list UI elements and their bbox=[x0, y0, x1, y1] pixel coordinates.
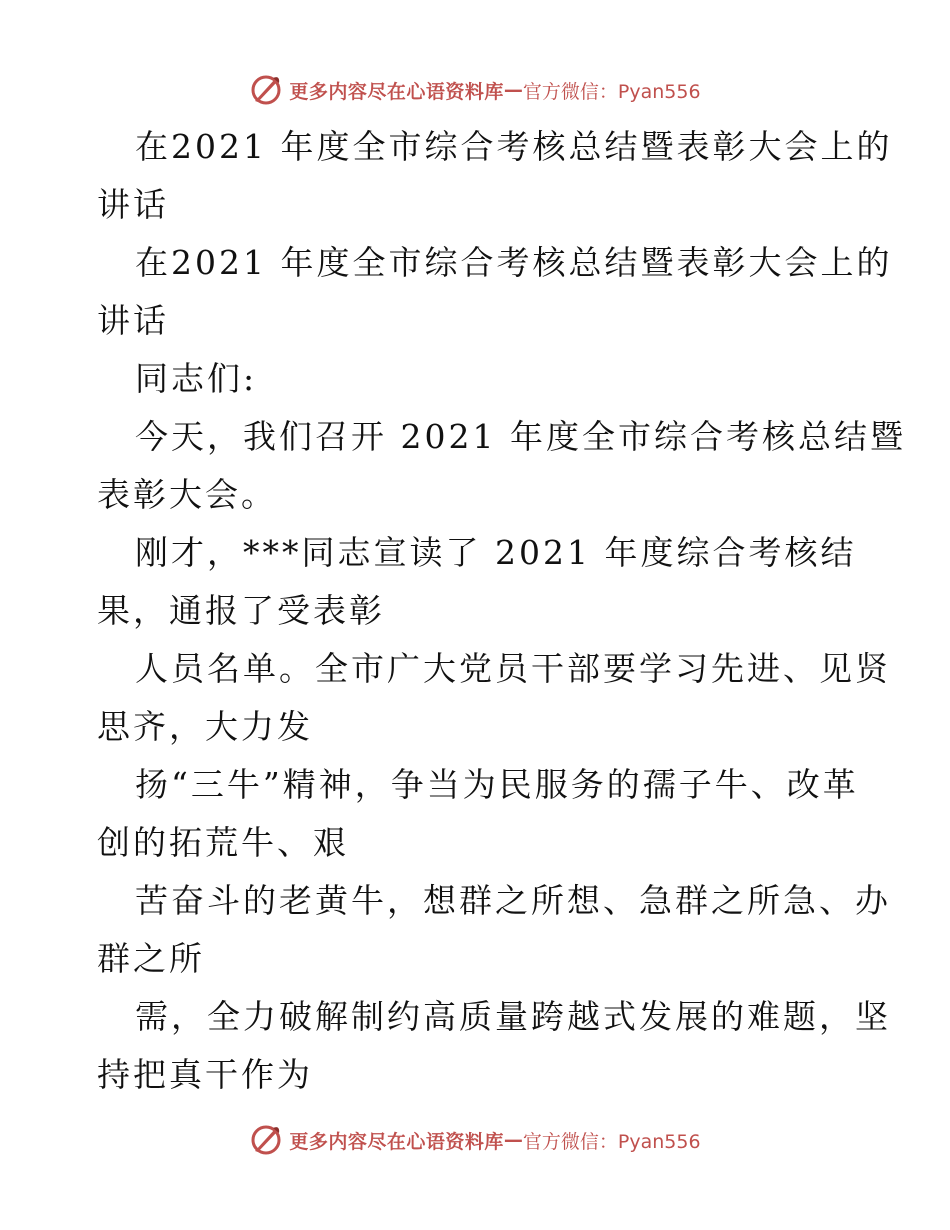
text-line: 扬“三牛”精神，争当为民服务的孺子牛、改革 bbox=[135, 765, 859, 804]
text-line: 今天，我们召开 2021 年度全市综合考核总结暨 bbox=[135, 417, 906, 456]
site-name-text: 更多内容尽在心语资料库 bbox=[289, 1130, 504, 1153]
text-line: 持把真干作为 bbox=[97, 1055, 313, 1094]
wechat-id-text: 官方微信：Pyan556 bbox=[522, 80, 701, 103]
quill-logo-icon bbox=[249, 73, 283, 107]
text-line: 表彰大会。 bbox=[97, 475, 277, 514]
text-line: 讲话 bbox=[97, 301, 169, 340]
text-line: 思齐，大力发 bbox=[97, 707, 313, 746]
text-line: 需，全力破解制约高质量跨越式发展的难题，坚 bbox=[135, 997, 891, 1036]
quill-logo-icon bbox=[249, 1123, 283, 1157]
site-name-text: 更多内容尽在心语资料库 bbox=[289, 80, 504, 103]
header-watermark bbox=[0, 70, 950, 110]
footer-watermark bbox=[0, 1120, 950, 1160]
text-line: 在2021 年度全市综合考核总结暨表彰大会上的 bbox=[135, 243, 893, 282]
text-line: 人员名单。全市广大党员干部要学习先进、见贤 bbox=[135, 649, 891, 688]
text-line: 群之所 bbox=[97, 939, 205, 978]
text-line: 在2021 年度全市综合考核总结暨表彰大会上的 bbox=[135, 127, 893, 166]
separator-dash: — bbox=[503, 1129, 523, 1151]
wechat-id-text: 官方微信：Pyan556 bbox=[522, 1130, 701, 1153]
separator-dash: — bbox=[503, 79, 523, 101]
text-line: 创的拓荒牛、艰 bbox=[97, 823, 349, 862]
document-body bbox=[97, 118, 906, 1104]
text-line: 果，通报了受表彰 bbox=[97, 591, 385, 630]
text-line: 刚才，***同志宣读了 2021 年度综合考核结 bbox=[135, 533, 857, 572]
text-line: 同志们: bbox=[135, 359, 258, 398]
text-line: 苦奋斗的老黄牛，想群之所想、急群之所急、办 bbox=[135, 881, 891, 920]
text-line: 讲话 bbox=[97, 185, 169, 224]
